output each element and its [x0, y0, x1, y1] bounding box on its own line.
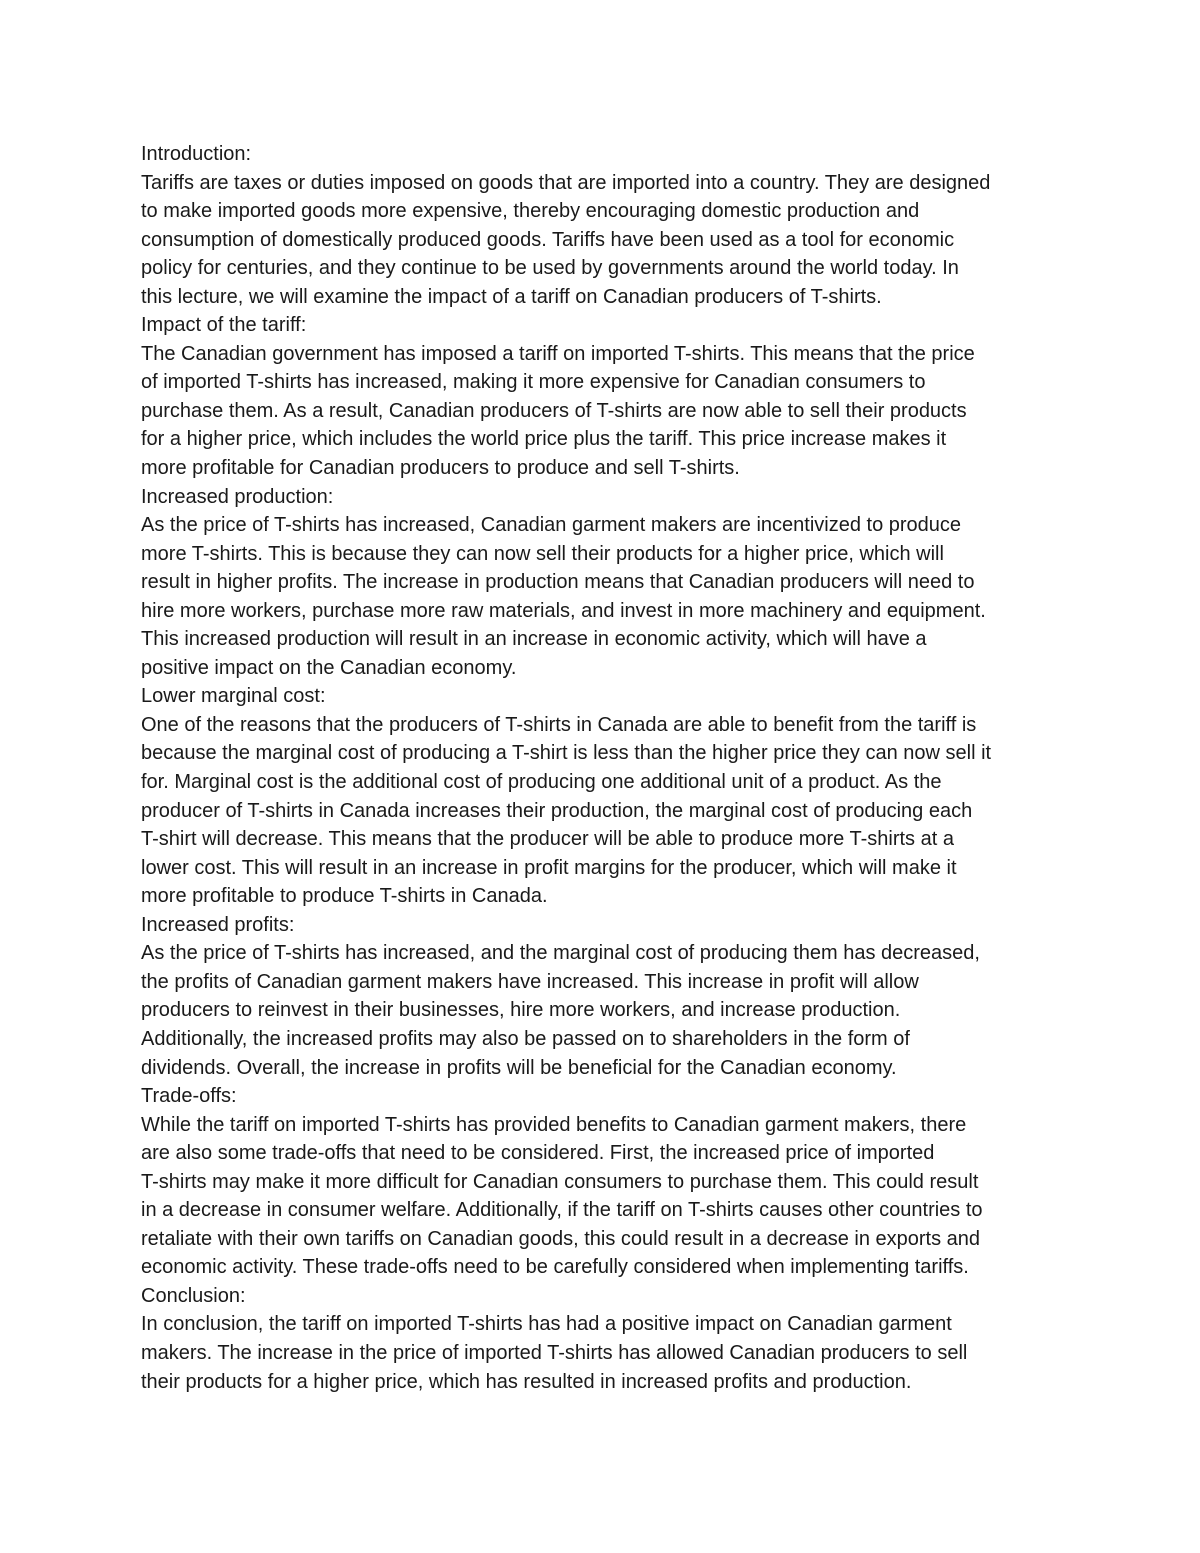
paragraph-line: consumption of domestically produced goods. Tariffs have been used as a tool for economic: [141, 228, 955, 251]
paragraph-line: for a higher price, which includes the world price plus the tariff. This price increase makes it: [141, 428, 947, 451]
paragraph-line: Additionally, the increased profits may also be passed on to shareholders in the form of: [141, 1027, 910, 1050]
paragraph-line: dividends. Overall, the increase in profits will be beneficial for the Canadian economy.: [141, 1056, 897, 1079]
paragraph-line: While the tariff on imported T-shirts has provided benefits to Canadian garment makers, there: [141, 1113, 967, 1136]
paragraph-line: lower cost. This will result in an increase in profit margins for the producer, which will make it: [141, 856, 957, 879]
paragraph-line: more profitable for Canadian producers to produce and sell T-shirts.: [141, 457, 740, 480]
heading-increased-profits: Increased profits:: [141, 913, 295, 936]
paragraph-line: producer of T-shirts in Canada increases their production, the marginal cost of producing each: [141, 799, 973, 822]
paragraph-line: T-shirts may make it more difficult for Canadian consumers to purchase them. This could result: [141, 1170, 979, 1193]
heading-lower-marginal-cost: Lower marginal cost:: [141, 685, 326, 708]
paragraph-line: policy for centuries, and they continue to be used by governments around the world today. In: [141, 257, 959, 280]
paragraph-line: This increased production will result in an increase in economic activity, which will have a: [141, 628, 927, 651]
paragraph-line: As the price of T-shirts has increased, and the marginal cost of producing them has decreased,: [141, 942, 980, 965]
paragraph-line: One of the reasons that the producers of T-shirts in Canada are able to benefit from the tariff is: [141, 713, 977, 736]
paragraph-line: in a decrease in consumer welfare. Additionally, if the tariff on T-shirts causes other countries to: [141, 1199, 983, 1222]
paragraph-line: to make imported goods more expensive, thereby encouraging domestic production and: [141, 200, 920, 223]
paragraph-line: As the price of T-shirts has increased, Canadian garment makers are incentivized to produce: [141, 514, 962, 537]
paragraph-line: result in higher profits. The increase in production means that Canadian producers will need to: [141, 571, 975, 594]
paragraph-line: for. Marginal cost is the additional cost of producing one additional unit of a product. As the: [141, 771, 942, 794]
heading-impact-of-tariff: Impact of the tariff:: [141, 314, 307, 337]
heading-trade-offs: Trade-offs:: [141, 1085, 237, 1108]
paragraph-line: economic activity. These trade-offs need to be carefully considered when implementing tariffs.: [141, 1256, 969, 1279]
document-page: [141, 140, 1066, 1396]
paragraph-line: are also some trade-offs that need to be considered. First, the increased price of imported: [141, 1142, 935, 1165]
heading-introduction: Introduction:: [141, 143, 252, 165]
heading-conclusion: Conclusion:: [141, 1284, 246, 1307]
paragraph-line: retaliate with their own tariffs on Canadian goods, this could result in a decrease in exports and: [141, 1227, 981, 1250]
paragraph-line: positive impact on the Canadian economy.: [141, 656, 517, 679]
paragraph-line: hire more workers, purchase more raw materials, and invest in more machinery and equipment.: [141, 599, 986, 622]
paragraph-line: T-shirt will decrease. This means that the producer will be able to produce more T-shirts at a: [141, 828, 954, 851]
paragraph-line: producers to reinvest in their businesses, hire more workers, and increase production.: [141, 999, 901, 1022]
paragraph-line: because the marginal cost of producing a T-shirt is less than the higher price they can now sell it: [141, 742, 992, 765]
paragraph-line: of imported T-shirts has increased, making it more expensive for Canadian consumers to: [141, 371, 926, 394]
paragraph-line: purchase them. As a result, Canadian producers of T-shirts are now able to sell their products: [141, 399, 967, 422]
paragraph-line: the profits of Canadian garment makers have increased. This increase in profit will allow: [141, 970, 919, 993]
paragraph-line: this lecture, we will examine the impact of a tariff on Canadian producers of T-shirts.: [141, 285, 882, 308]
paragraph-line: their products for a higher price, which has resulted in increased profits and production.: [141, 1370, 912, 1393]
paragraph-line: more T-shirts. This is because they can now sell their products for a higher price, which will: [141, 542, 944, 565]
paragraph-line: In conclusion, the tariff on imported T-shirts has had a positive impact on Canadian garment: [141, 1313, 952, 1336]
paragraph-line: makers. The increase in the price of imported T-shirts has allowed Canadian producers to sell: [141, 1341, 968, 1364]
paragraph-line: more profitable to produce T-shirts in Canada.: [141, 885, 548, 908]
paragraph-line: The Canadian government has imposed a tariff on imported T-shirts. This means that the price: [141, 342, 975, 365]
heading-increased-production: Increased production:: [141, 485, 334, 508]
paragraph-line: Tariffs are taxes or duties imposed on goods that are imported into a country. They are designed: [141, 171, 991, 194]
